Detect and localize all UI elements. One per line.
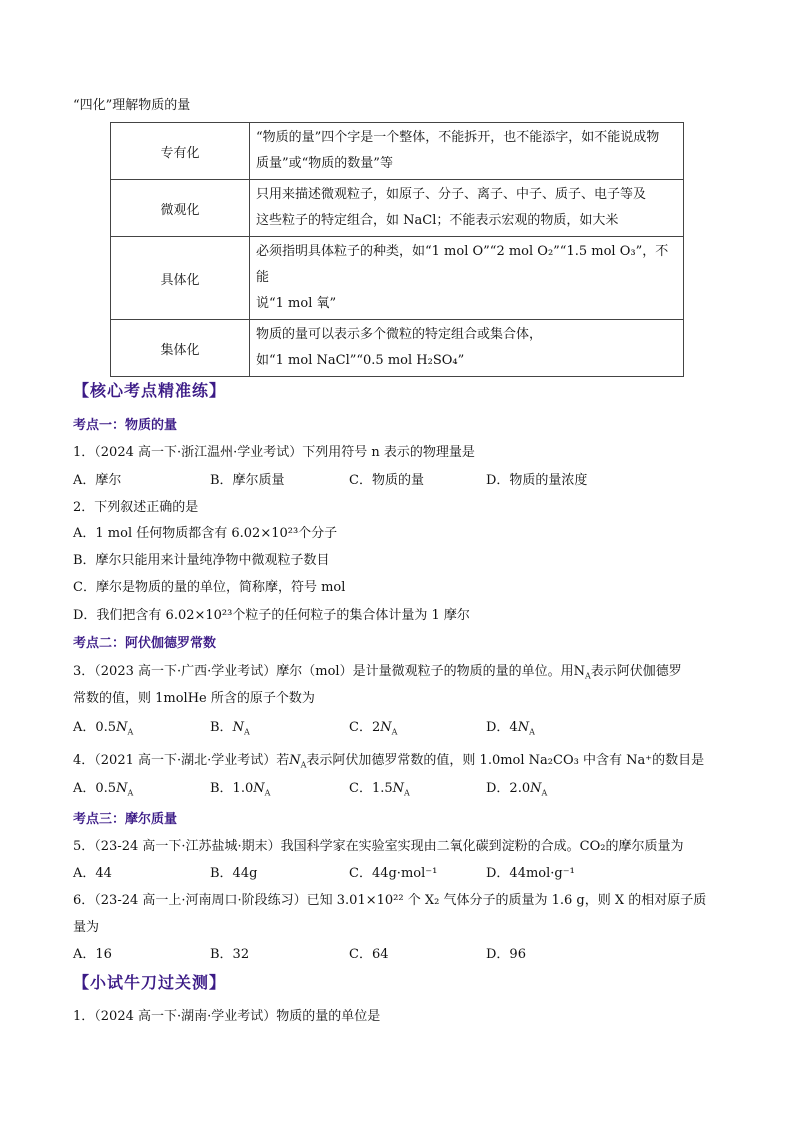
option-b: B．$N_A$: [210, 720, 250, 737]
table-row: [111, 180, 684, 237]
option-a: A．44: [73, 866, 112, 881]
section-title-test: 【小试牛刀过关测】: [73, 973, 227, 992]
term-cell: 微观化: [111, 180, 250, 237]
na-subscript: A: [584, 671, 591, 681]
question-5-stem: 5．（23-24 高一下·江苏盐城·期末）我国科学家在实验室实现由二氧化碳到淀粉的合成。CO₂的摩尔质量为: [73, 839, 684, 854]
option-d: D．$4N_A$: [486, 720, 535, 737]
option-b: B．摩尔只能用来计量纯净物中微观粒子数目: [73, 553, 330, 568]
section-title-core: 【核心考点精准练】: [73, 381, 227, 400]
option-c: C．64: [349, 947, 389, 962]
intro-heading: “四化”理解物质的量: [73, 98, 191, 113]
four-aspects-table: [110, 122, 684, 377]
question-6-stem-cont: 量为: [73, 920, 100, 935]
question-4-options: [73, 777, 693, 798]
desc-cell: 只用来描述微观粒子，如原子、分子、离子、中子、质子、电子等及 这些粒子的特定组合，如 NaCl；不能表示宏观的物质，如大米: [250, 180, 684, 237]
question-2-stem: 2．下列叙述正确的是: [73, 500, 199, 515]
option-c: C．摩尔是物质的量的单位，简称摩，符号 mol: [73, 580, 346, 595]
question-1-options: [73, 469, 693, 487]
question-3-options: [73, 716, 693, 737]
option-d: D．我们把含有 6.02×10²³个粒子的任何粒子的集合体计量为 1 摩尔: [73, 608, 470, 623]
option-a: A．16: [73, 947, 112, 962]
option-c: C．物质的量: [349, 473, 424, 488]
option-c: C．44g·mol⁻¹: [349, 866, 438, 881]
table-row: [111, 320, 684, 377]
question-7-stem: 1．（2024 高一下·湖南·学业考试）物质的量的单位是: [73, 1009, 381, 1024]
question-4-stem: 4．（2021 高一下·湖北·学业考试）若$N_A$表示阿伏加德罗常数的值，则 1.0mol Na₂CO₃ 中含有 Na⁺的数目是: [73, 753, 705, 770]
option-b: B．$1.0N_A$: [210, 781, 271, 798]
option-c: C．$2N_A$: [349, 720, 398, 737]
desc-cell: “物质的量”四个字是一个整体，不能拆开，也不能添字，如不能说成物 质量”或“物质的数量”等: [250, 123, 684, 180]
desc-cell: 物质的量可以表示多个微粒的特定组合或集合体， 如“1 mol NaCl”“0.5 mol H₂SO₄”: [250, 320, 684, 377]
term-cell: 具体化: [111, 237, 250, 320]
question-3-stem: 3．（2023 高一下·广西·学业考试）摩尔（mol）是计量微观粒子的物质的量的单位。用$N_A$表示阿伏伽德罗: [73, 664, 682, 681]
option-a: A．摩尔: [73, 473, 122, 488]
option-a: A．$0.5N_A$: [73, 781, 134, 798]
table-row: [111, 123, 684, 180]
term-cell: 集体化: [111, 320, 250, 377]
question-5-options: [73, 862, 693, 880]
question-1-stem: 1．（2024 高一下·浙江温州·学业考试）下列用符号 n 表示的物理量是: [73, 445, 475, 460]
option-a: A．1 mol 任何物质都含有 6.02×10²³个分子: [73, 526, 338, 541]
topic-heading-1: 考点一：物质的量: [73, 418, 178, 433]
table-row: [111, 237, 684, 320]
option-d: D．96: [486, 947, 526, 962]
option-d: D．$2.0N_A$: [486, 781, 548, 798]
option-b: B．摩尔质量: [210, 473, 285, 488]
desc-cell: 必须指明具体粒子的种类，如“1 mol O”“2 mol O₂”“1.5 mol O₃”，不能 说“1 mol 氧”: [250, 237, 684, 320]
question-3-stem-cont: 常数的值，则 1molHe 所含的原子个数为: [73, 691, 315, 706]
option-b: B．44g: [210, 866, 258, 881]
option-b: B．32: [210, 947, 250, 962]
term-cell: 专有化: [111, 123, 250, 180]
question-6-stem: 6．（23-24 高一上·河南周口·阶段练习）已知 3.01×10²² 个 X₂ 气体分子的质量为 1.6 g，则 X 的相对原子质: [73, 893, 707, 908]
option-a: A．$0.5N_A$: [73, 720, 134, 737]
question-6-options: [73, 943, 693, 961]
topic-heading-3: 考点三：摩尔质量: [73, 812, 178, 827]
option-d: D．44mol·g⁻¹: [486, 866, 575, 881]
option-c: C．$1.5N_A$: [349, 781, 410, 798]
option-d: D．物质的量浓度: [486, 473, 588, 488]
topic-heading-2: 考点二：阿伏伽德罗常数: [73, 636, 217, 651]
